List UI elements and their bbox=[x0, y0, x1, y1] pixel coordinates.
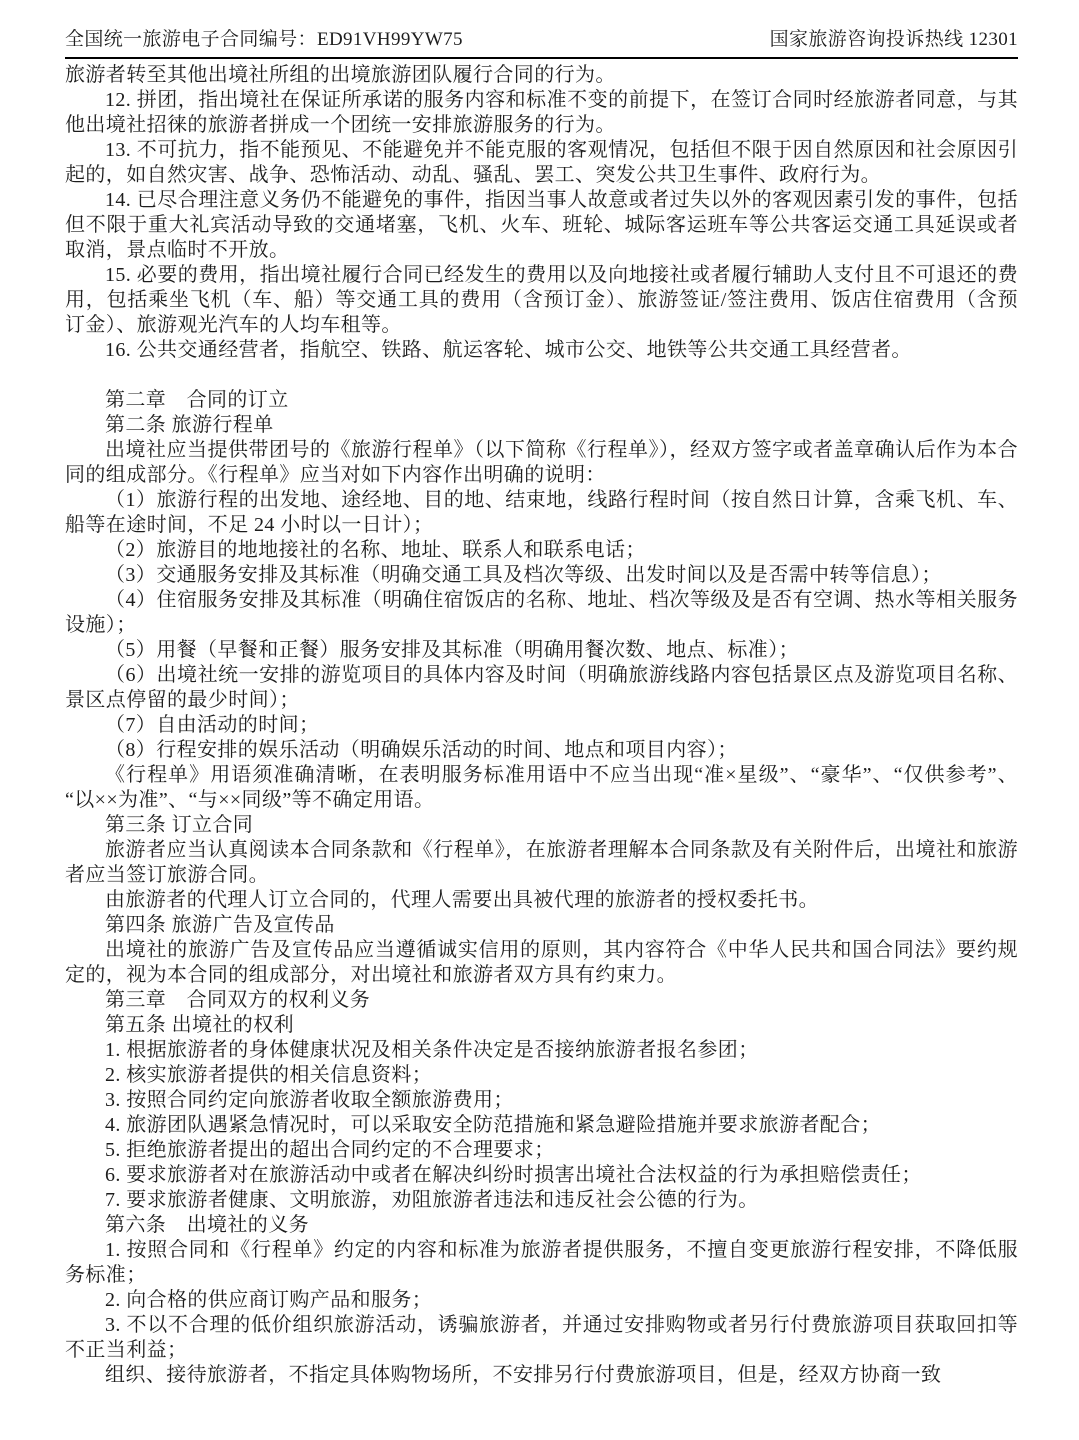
contract-paragraph: 15. 必要的费用，指出境社履行合同已经发生的费用以及向地接社或者履行辅助人支付且不可退还的费用，包括乘坐飞机（车、船）等交通工具的费用（含预订金）、旅游签证/签注费用、饭店住宿费用（含预订金）、旅游观光汽车的人均车租等。 bbox=[65, 264, 1018, 336]
contract-paragraph: （5）用餐（早餐和正餐）服务安排及其标准（明确用餐次数、地点、标准）； bbox=[105, 639, 799, 661]
contract-number-label: 全国统一旅游电子合同编号： bbox=[65, 29, 317, 50]
contract-paragraph: 7. 要求旅游者健康、文明旅游，劝阻旅游者违法和违反社会公德的行为。 bbox=[105, 1189, 759, 1211]
contract-paragraph: 第三条 订立合同 bbox=[105, 814, 254, 836]
contract-paragraph: 2. 向合格的供应商订购产品和服务； bbox=[105, 1289, 433, 1311]
contract-paragraph: 6. 要求旅游者对在旅游活动中或者在解决纠纷时损害出境社合法权益的行为承担赔偿责任； bbox=[105, 1164, 922, 1186]
contract-paragraph: 第三章 合同双方的权利义务 bbox=[105, 989, 371, 1011]
contract-paragraph: 1. 按照合同和《行程单》约定的内容和标准为旅游者提供服务，不擅自变更旅游行程安排，不降低服务标准； bbox=[65, 1239, 1018, 1286]
contract-paragraph: （1）旅游行程的出发地、途经地、目的地、结束地，线路行程时间（按自然日计算，含乘飞机、车、船等在途时间，不足 24 小时以一日计）； bbox=[65, 489, 1018, 536]
contract-paragraph: 14. 已尽合理注意义务仍不能避免的事件，指因当事人故意或者过失以外的客观因素引发的事件，包括但不限于重大礼宾活动导致的交通堵塞，飞机、火车、班轮、城际客运班车等公共客运交通工具延误或者取消，景点临时不开放。 bbox=[65, 189, 1018, 261]
contract-paragraph: 13. 不可抗力，指不能预见、不能避免并不能克服的客观情况，包括但不限于因自然原因和社会原因引起的，如自然灾害、战争、恐怖活动、动乱、骚乱、罢工、突发公共卫生事件、政府行为。 bbox=[65, 139, 1018, 186]
contract-paragraph: 《行程单》用语须准确清晰，在表明服务标准用语中不应当出现“准×星级”、“豪华”、“仅供参考”、“以××为准”、“与××同级”等不确定用语。 bbox=[65, 764, 1018, 811]
hotline-text: 国家旅游咨询投诉热线 12301 bbox=[769, 29, 1018, 50]
contract-number bbox=[65, 28, 463, 52]
contract-paragraph: 5. 拒绝旅游者提出的超出合同约定的不合理要求； bbox=[105, 1139, 555, 1161]
contract-paragraph: （7）自由活动的时间； bbox=[105, 714, 320, 736]
contract-paragraph: （6）出境社统一安排的游览项目的具体内容及时间（明确旅游线路内容包括景区点及游览项目名称、景区点停留的最少时间）； bbox=[65, 664, 1018, 711]
contract-paragraph bbox=[65, 363, 1018, 388]
contract-paragraph: 第二条 旅游行程单 bbox=[105, 414, 274, 436]
contract-paragraph: （2）旅游目的地地接社的名称、地址、联系人和联系电话； bbox=[105, 539, 646, 561]
contract-body bbox=[65, 59, 1018, 1388]
contract-paragraph: 2. 核实旅游者提供的相关信息资料； bbox=[105, 1064, 433, 1086]
contract-paragraph: （3）交通服务安排及其标准（明确交通工具及档次等级、出发时间以及是否需中转等信息）； bbox=[105, 564, 942, 586]
contract-paragraph: （8）行程安排的娱乐活动（明确娱乐活动的时间、地点和项目内容）； bbox=[105, 739, 738, 761]
contract-paragraph: 由旅游者的代理人订立合同的，代理人需要出具被代理的旅游者的授权委托书。 bbox=[105, 889, 819, 911]
contract-paragraph: 旅游者应当认真阅读本合同条款和《行程单》，在旅游者理解本合同条款及有关附件后，出境社和旅游者应当签订旅游合同。 bbox=[65, 839, 1018, 886]
contract-paragraph: 出境社的旅游广告及宣传品应当遵循诚实信用的原则，其内容符合《中华人民共和国合同法》要约规定的，视为本合同的组成部分，对出境社和旅游者双方具有约束力。 bbox=[65, 939, 1018, 986]
contract-paragraph: 出境社应当提供带团号的《旅游行程单》（以下简称《行程单》），经双方签字或者盖章确认后作为本合同的组成部分。《行程单》应当对如下内容作出明确的说明： bbox=[65, 439, 1018, 486]
contract-paragraph: 旅游者转至其他出境社所组的出境旅游团队履行合同的行为。 bbox=[65, 64, 616, 86]
contract-paragraph: 第二章 合同的订立 bbox=[105, 389, 289, 411]
contract-number-value: ED91VH99YW75 bbox=[316, 29, 463, 50]
contract-paragraph: 1. 根据旅游者的身体健康状况及相关条件决定是否接纳旅游者报名参团； bbox=[105, 1039, 759, 1061]
contract-paragraph: 第六条 出境社的义务 bbox=[105, 1214, 309, 1236]
contract-paragraph: 16. 公共交通经营者，指航空、铁路、航运客轮、城市公交、地铁等公共交通工具经营者。 bbox=[105, 339, 912, 361]
contract-paragraph: 第四条 旅游广告及宣传品 bbox=[105, 914, 335, 936]
page-header bbox=[65, 28, 1018, 59]
contract-paragraph: 第五条 出境社的权利 bbox=[105, 1014, 294, 1036]
contract-paragraph: 3. 按照合同约定向旅游者收取全额旅游费用； bbox=[105, 1089, 514, 1111]
contract-paragraph: （4）住宿服务安排及其标准（明确住宿饭店的名称、地址、档次等级及是否有空调、热水等相关服务设施）； bbox=[65, 589, 1018, 636]
contract-paragraph: 3. 不以不合理的低价组织旅游活动，诱骗旅游者，并通过安排购物或者另行付费旅游项目获取回扣等不正当利益； bbox=[65, 1314, 1018, 1361]
contract-paragraph: 4. 旅游团队遇紧急情况时，可以采取安全防范措施和紧急避险措施并要求旅游者配合； bbox=[105, 1114, 881, 1136]
contract-paragraph: 12. 拼团，指出境社在保证所承诺的服务内容和标准不变的前提下，在签订合同时经旅游者同意，与其他出境社招徕的旅游者拼成一个团统一安排旅游服务的行为。 bbox=[65, 89, 1018, 136]
contract-paragraph: 组织、接待旅游者，不指定具体购物场所，不安排另行付费旅游项目，但是，经双方协商一致 bbox=[105, 1364, 942, 1386]
